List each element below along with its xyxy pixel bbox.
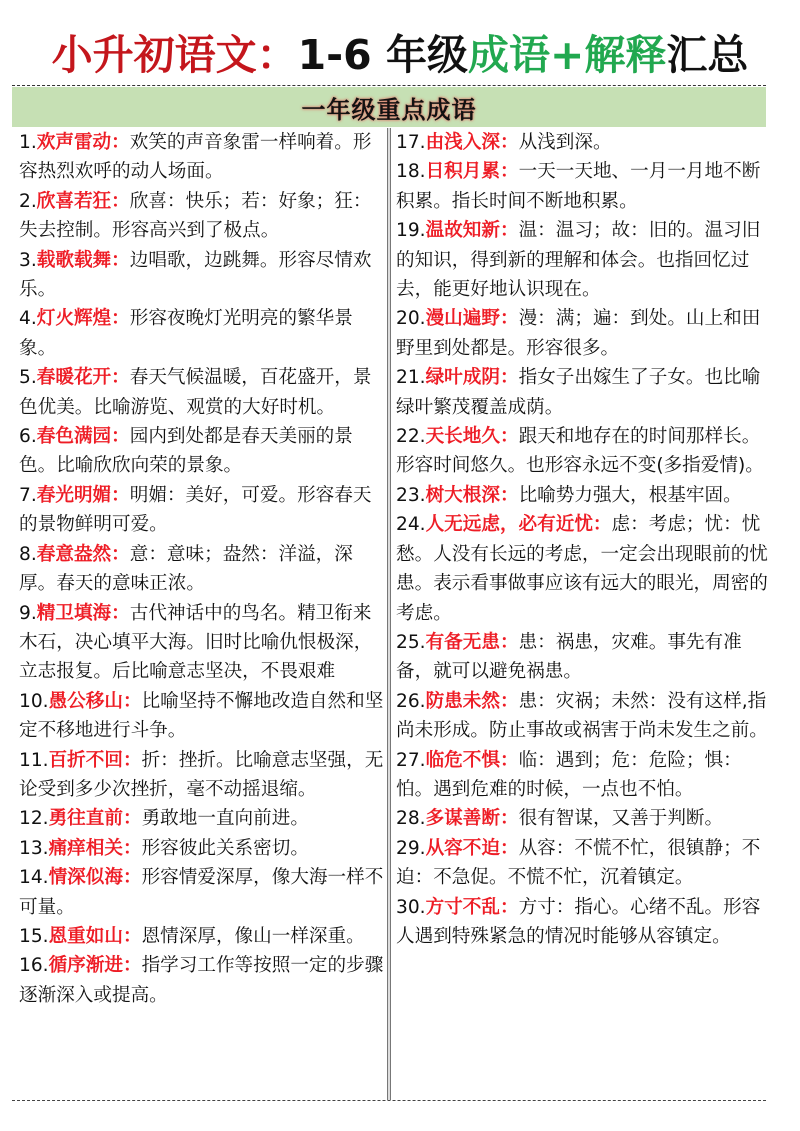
section-header-band bbox=[12, 87, 766, 127]
idiom-entry bbox=[19, 834, 385, 863]
idiom-entry bbox=[19, 599, 385, 687]
idiom-entry bbox=[396, 687, 770, 746]
idiom-term: 天长地久： bbox=[425, 426, 519, 448]
idiom-entry bbox=[396, 304, 770, 363]
entry-number: 28. bbox=[396, 808, 426, 830]
idiom-entry bbox=[19, 246, 385, 305]
entry-number: 9. bbox=[19, 602, 37, 624]
idiom-term: 温故知新： bbox=[425, 220, 519, 242]
idiom-definition: 形容情爱深厚，像大海一样不可量。 bbox=[19, 867, 384, 918]
idiom-entry bbox=[396, 746, 770, 805]
idiom-term: 灯火辉煌： bbox=[36, 308, 130, 330]
entry-number: 7. bbox=[19, 484, 37, 506]
idiom-definition: 跟天和地存在的时间那样长。形容时间悠久。也形容永远不变(多指爱情)。 bbox=[396, 426, 764, 477]
idiom-definition: 欢笑的声音象雷一样响着。形容热烈欢呼的动人场面。 bbox=[19, 132, 372, 183]
entry-number: 17. bbox=[396, 132, 426, 153]
entry-number: 3. bbox=[19, 249, 37, 271]
idiom-entry bbox=[396, 510, 770, 628]
idiom-term: 勇往直前： bbox=[48, 808, 142, 830]
entry-number: 18. bbox=[396, 161, 426, 183]
idiom-definition: 意：意味；盎然：洋溢，深厚。春天的意味正浓。 bbox=[19, 543, 353, 595]
idiom-definition: 园内到处都是春天美丽的景色。比喻欣欣向荣的景象。 bbox=[19, 426, 353, 477]
idiom-definition: 从浅到深。 bbox=[518, 132, 612, 153]
entry-number: 2. bbox=[19, 190, 37, 212]
idiom-term: 有备无患： bbox=[425, 631, 519, 653]
entry-number: 14. bbox=[19, 867, 49, 889]
entry-number: 19. bbox=[396, 220, 426, 242]
idiom-term: 欢声雷动： bbox=[36, 132, 130, 153]
idiom-term: 人无远虑，必有近忧： bbox=[425, 514, 612, 536]
idiom-definition: 指女子出嫁生了子女。也比喻绿叶繁茂覆盖成荫。 bbox=[396, 367, 761, 418]
title-part-3: 成语+解释 bbox=[468, 31, 667, 79]
idiom-definition: 方寸：指心。心绪不乱。形容人遇到特殊紧急的情况时能够从容镇定。 bbox=[396, 896, 761, 947]
idiom-definition: 比喻坚持不懈地改造自然和坚定不移地进行斗争。 bbox=[19, 690, 384, 742]
column-divider bbox=[387, 128, 391, 1100]
idiom-definition: 形容夜晚灯光明亮的繁华景象。 bbox=[19, 308, 353, 359]
idiom-term: 防患未然： bbox=[425, 690, 519, 712]
idiom-entry bbox=[396, 422, 770, 481]
entry-number: 6. bbox=[19, 426, 37, 448]
idiom-term: 从容不迫： bbox=[425, 837, 519, 859]
idiom-definition: 春天气候温暖，百花盛开，景色优美。比喻游览、观赏的大好时机。 bbox=[19, 367, 372, 418]
entry-number: 23. bbox=[396, 484, 426, 506]
idiom-entry bbox=[19, 304, 385, 363]
entry-number: 10. bbox=[19, 690, 49, 712]
idiom-entry bbox=[396, 216, 770, 304]
idiom-definition: 比喻势力强大，根基牢固。 bbox=[518, 484, 742, 506]
entry-number: 24. bbox=[396, 514, 426, 536]
idiom-entry bbox=[396, 157, 770, 216]
idiom-entry bbox=[19, 540, 385, 599]
entry-number: 20. bbox=[396, 308, 426, 330]
idiom-definition: 很有智谋，又善于判断。 bbox=[518, 808, 724, 830]
page-title bbox=[0, 30, 800, 80]
idiom-entry bbox=[396, 628, 770, 687]
idiom-entry bbox=[19, 863, 385, 922]
idiom-entry bbox=[396, 834, 770, 893]
idiom-term: 多谋善断： bbox=[425, 808, 519, 830]
entry-number: 30. bbox=[396, 896, 426, 918]
idiom-definition: 温：温习；故：旧的。温习旧的知识，得到新的理解和体会。也指回忆过去，能更好地认识现在。 bbox=[396, 220, 761, 301]
idiom-entry bbox=[19, 951, 385, 1010]
idiom-entry bbox=[19, 687, 385, 746]
idiom-definition: 折：挫折。比喻意志坚强，无论受到多少次挫折，毫不动摇退缩。 bbox=[19, 749, 384, 800]
idiom-entry bbox=[396, 128, 770, 157]
entry-number: 8. bbox=[19, 543, 37, 565]
section-title: 一年级重点成语 bbox=[301, 95, 477, 124]
idiom-entry bbox=[19, 422, 385, 481]
idiom-entry bbox=[396, 893, 770, 952]
idiom-term: 春光明媚： bbox=[36, 484, 130, 506]
idiom-term: 百折不回： bbox=[48, 749, 142, 771]
idiom-entry bbox=[19, 481, 385, 540]
idiom-entry bbox=[19, 128, 385, 187]
entry-number: 1. bbox=[19, 132, 37, 153]
idiom-entry bbox=[396, 481, 770, 510]
idiom-entry bbox=[19, 363, 385, 422]
idiom-definition: 一天一天地、一月一月地不断积累。指长时间不断地积累。 bbox=[396, 161, 761, 212]
entry-number: 15. bbox=[19, 925, 49, 947]
entry-number: 27. bbox=[396, 749, 426, 771]
entry-number: 16. bbox=[19, 955, 49, 977]
idiom-term: 恩重如山： bbox=[48, 925, 142, 947]
idiom-definition: 恩情深厚，像山一样深重。 bbox=[141, 925, 365, 947]
entry-number: 22. bbox=[396, 426, 426, 448]
idiom-term: 愚公移山： bbox=[48, 690, 142, 712]
idiom-term: 春色满园： bbox=[36, 426, 130, 448]
idiom-term: 精卫填海： bbox=[36, 602, 130, 624]
idiom-term: 欣喜若狂： bbox=[36, 190, 130, 212]
idiom-term: 方寸不乱： bbox=[425, 896, 519, 918]
idiom-entry bbox=[19, 922, 385, 951]
idiom-term: 循序渐进： bbox=[48, 955, 142, 977]
idiom-definition: 勇敢地一直向前进。 bbox=[141, 808, 309, 830]
bottom-dashed-divider bbox=[12, 1100, 766, 1101]
idiom-entry bbox=[19, 746, 385, 805]
idiom-term: 春意盎然： bbox=[36, 543, 130, 565]
entry-number: 4. bbox=[19, 308, 37, 330]
idiom-term: 由浅入深： bbox=[425, 132, 519, 153]
idiom-definition: 从容：不慌不忙，很镇静；不迫：不急促。不慌不忙，沉着镇定。 bbox=[396, 837, 761, 889]
idiom-term: 载歌载舞： bbox=[36, 249, 130, 271]
idiom-term: 春暖花开： bbox=[36, 367, 130, 389]
idiom-definition: 虑：考虑；忧：忧愁。人没有长远的考虑，一定会出现眼前的忧患。表示看事做事应该有远大的眼光，周密的考虑。 bbox=[396, 514, 768, 624]
entry-number: 26. bbox=[396, 690, 426, 712]
idiom-term: 树大根深： bbox=[425, 484, 519, 506]
entry-number: 12. bbox=[19, 808, 49, 830]
entry-number: 21. bbox=[396, 367, 426, 389]
idiom-term: 日积月累： bbox=[425, 161, 519, 183]
entry-number: 5. bbox=[19, 367, 37, 389]
title-part-1: 小升初语文： bbox=[51, 31, 298, 79]
idiom-term: 绿叶成阴： bbox=[425, 367, 519, 389]
left-column bbox=[19, 128, 385, 1010]
idiom-definition: 患：灾祸；未然：没有这样,指尚未形成。防止事故或祸害于尚未发生之前。 bbox=[396, 690, 768, 742]
entry-number: 13. bbox=[19, 837, 49, 859]
idiom-term: 情深似海： bbox=[48, 867, 142, 889]
idiom-definition: 形容彼此关系密切。 bbox=[141, 837, 309, 859]
idiom-definition: 临：遇到；危：危险；惧：怕。遇到危难的时候，一点也不怕。 bbox=[396, 749, 742, 800]
idiom-definition: 欣喜：快乐；若：好象；狂：失去控制。形容高兴到了极点。 bbox=[19, 190, 372, 242]
entry-number: 29. bbox=[396, 837, 426, 859]
idiom-entry bbox=[396, 363, 770, 422]
idiom-entry bbox=[19, 187, 385, 246]
idiom-definition: 指学习工作等按照一定的步骤逐渐深入或提高。 bbox=[19, 955, 384, 1006]
idiom-term: 漫山遍野： bbox=[425, 308, 519, 330]
idiom-definition: 古代神话中的鸟名。精卫衔来木石，决心填平大海。旧时比喻仇恨极深，立志报复。后比喻意志坚决，不畏艰难 bbox=[19, 602, 373, 683]
entry-number: 11. bbox=[19, 749, 49, 771]
idiom-definition: 明媚：美好，可爱。形容春天的景物鲜明可爱。 bbox=[19, 484, 372, 536]
idiom-term: 临危不惧： bbox=[425, 749, 519, 771]
idiom-definition: 患：祸患，灾难。事先有准备，就可以避免祸患。 bbox=[396, 631, 742, 683]
right-column bbox=[396, 128, 770, 951]
idiom-entry bbox=[396, 804, 770, 833]
entry-number: 25. bbox=[396, 631, 426, 653]
top-dashed-divider bbox=[12, 85, 766, 86]
title-part-4: 汇总 bbox=[666, 31, 749, 79]
idiom-entry bbox=[19, 804, 385, 833]
idiom-definition: 边唱歌，边跳舞。形容尽情欢乐。 bbox=[19, 249, 372, 301]
idiom-definition: 漫：满；遍：到处。山上和田野里到处都是。形容很多。 bbox=[396, 308, 761, 359]
title-part-2: 1-6 年级 bbox=[297, 31, 468, 79]
idiom-term: 痛痒相关： bbox=[48, 837, 142, 859]
